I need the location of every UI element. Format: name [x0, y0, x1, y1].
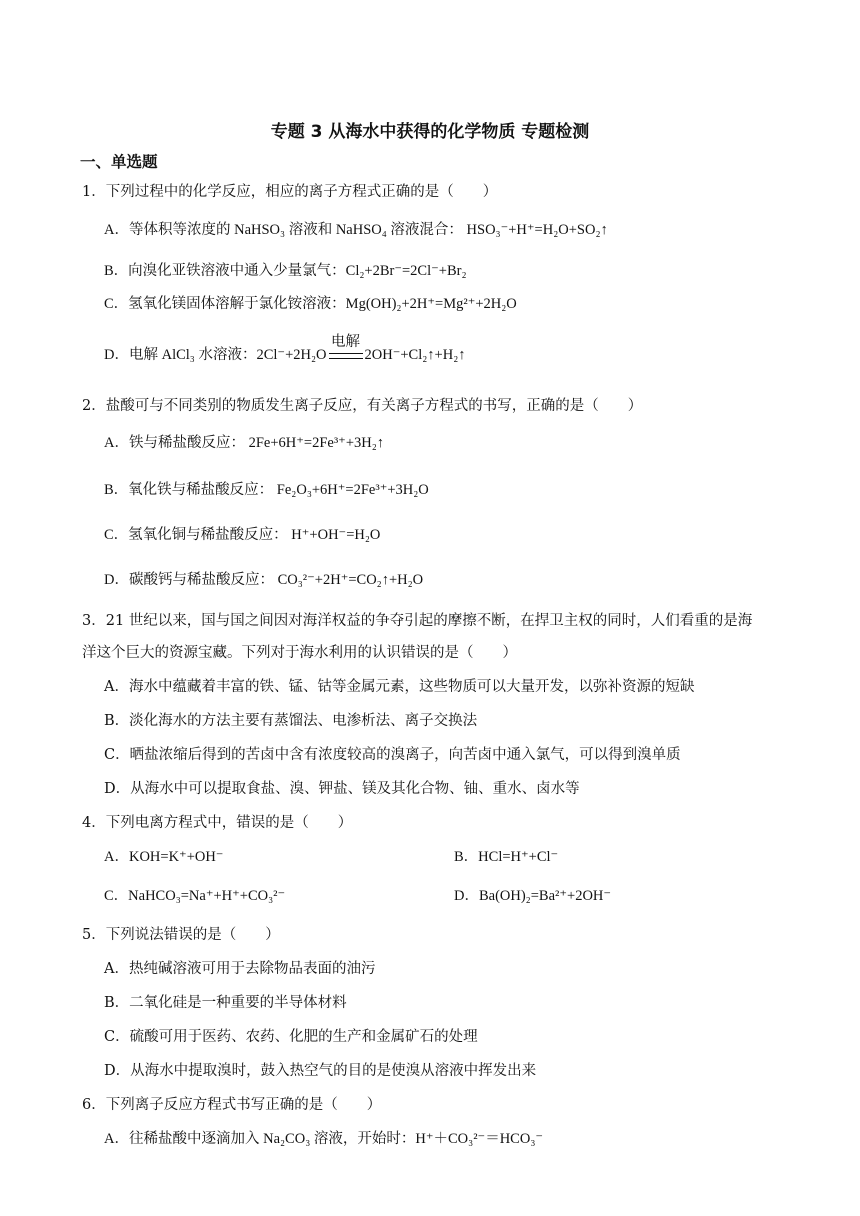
question-stem-line1: 3．21 世纪以来，国与国之间因对海洋权益的争夺引起的摩擦不断，在捍卫主权的同时，人们看重的是海	[82, 613, 753, 629]
option-a: A．海水中蕴藏着丰富的铁、锰、钴等金属元素，这些物质可以大量开发，以弥补资源的短缺	[104, 679, 695, 695]
reaction-condition	[327, 334, 365, 364]
option-b: B．HCl=H⁺+Cl⁻	[454, 849, 559, 865]
option-c: C．硫酸可用于医药、农药、化肥的生产和金属矿石的处理	[104, 1029, 478, 1045]
option-b: B．淡化海水的方法主要有蒸馏法、电渗析法、离子交换法	[104, 713, 478, 729]
option-c: C．氢氧化铜与稀盐酸反应： H⁺+OH⁻=H₂O	[104, 527, 381, 543]
equals-bar	[329, 353, 363, 359]
condition-label: 电解	[331, 334, 361, 350]
option-b: B．向溴化亚铁溶液中通入少量氯气：Cl₂+2Br⁻=2Cl⁻+Br₂	[104, 263, 467, 279]
option-c: C．NaHCO₃=Na⁺+H⁺+CO₃²⁻	[104, 888, 286, 904]
option-a: A．热纯碱溶液可用于去除物品表面的油污	[104, 961, 376, 977]
option-c: C．氢氧化镁固体溶解于氯化铵溶液：Mg(OH)₂+2H⁺=Mg²⁺+2H₂O	[104, 296, 517, 312]
option-d: D．Ba(OH)₂=Ba²⁺+2OH⁻	[454, 888, 612, 904]
option-d-right-side: 2OH⁻+Cl₂↑+H₂↑	[364, 347, 466, 363]
option-d	[104, 334, 466, 364]
option-d: D．从海水中可以提取食盐、溴、钾盐、镁及其化合物、铀、重水、卤水等	[104, 781, 580, 797]
option-d: D．碳酸钙与稀盐酸反应： CO₃²⁻+2H⁺=CO₂↑+H₂O	[104, 572, 424, 588]
option-b: B．二氧化硅是一种重要的半导体材料	[104, 995, 347, 1011]
question-stem: 5．下列说法错误的是（ ）	[82, 927, 280, 943]
question-stem: 6．下列离子反应方程式书写正确的是（ ）	[82, 1097, 382, 1113]
section-heading: 一、单选题	[80, 153, 158, 171]
option-d: D．从海水中提取溴时，鼓入热空气的目的是使溴从溶液中挥发出来	[104, 1063, 537, 1079]
option-d-left-side: D．电解 AlCl₃ 水溶液：2Cl⁻+2H₂O	[104, 347, 327, 363]
question-stem: 1．下列过程中的化学反应，相应的离子方程式正确的是（ ）	[82, 184, 498, 200]
question-stem: 4．下列电离方程式中，错误的是（ ）	[82, 815, 353, 831]
option-c: C．晒盐浓缩后得到的苦卤中含有浓度较高的溴离子，向苦卤中通入氯气，可以得到溴单质	[104, 747, 681, 763]
option-a: A．铁与稀盐酸反应： 2Fe+6H⁺=2Fe³⁺+3H₂↑	[104, 435, 385, 451]
option-a: A．往稀盐酸中逐滴加入 Na₂CO₃ 溶液，开始时：H⁺＋CO₃²⁻＝HCO₃⁻	[104, 1131, 544, 1147]
option-b: B．氧化铁与稀盐酸反应： Fe₂O₃+6H⁺=2Fe³⁺+3H₂O	[104, 482, 429, 498]
question-stem: 2．盐酸可与不同类别的物质发生离子反应，有关离子方程式的书写，正确的是（ ）	[82, 398, 643, 414]
document-title: 专题 3 从海水中获得的化学物质 专题检测	[270, 122, 590, 142]
option-a: A．等体积等浓度的 NaHSO₃ 溶液和 NaHSO₄ 溶液混合： HSO₃⁻+H⁺=H₂O+SO₂↑	[104, 222, 608, 238]
option-a: A．KOH=K⁺+OH⁻	[104, 849, 224, 865]
question-stem-line2: 洋这个巨大的资源宝藏。下列对于海水利用的认识错误的是（ ）	[82, 645, 517, 661]
